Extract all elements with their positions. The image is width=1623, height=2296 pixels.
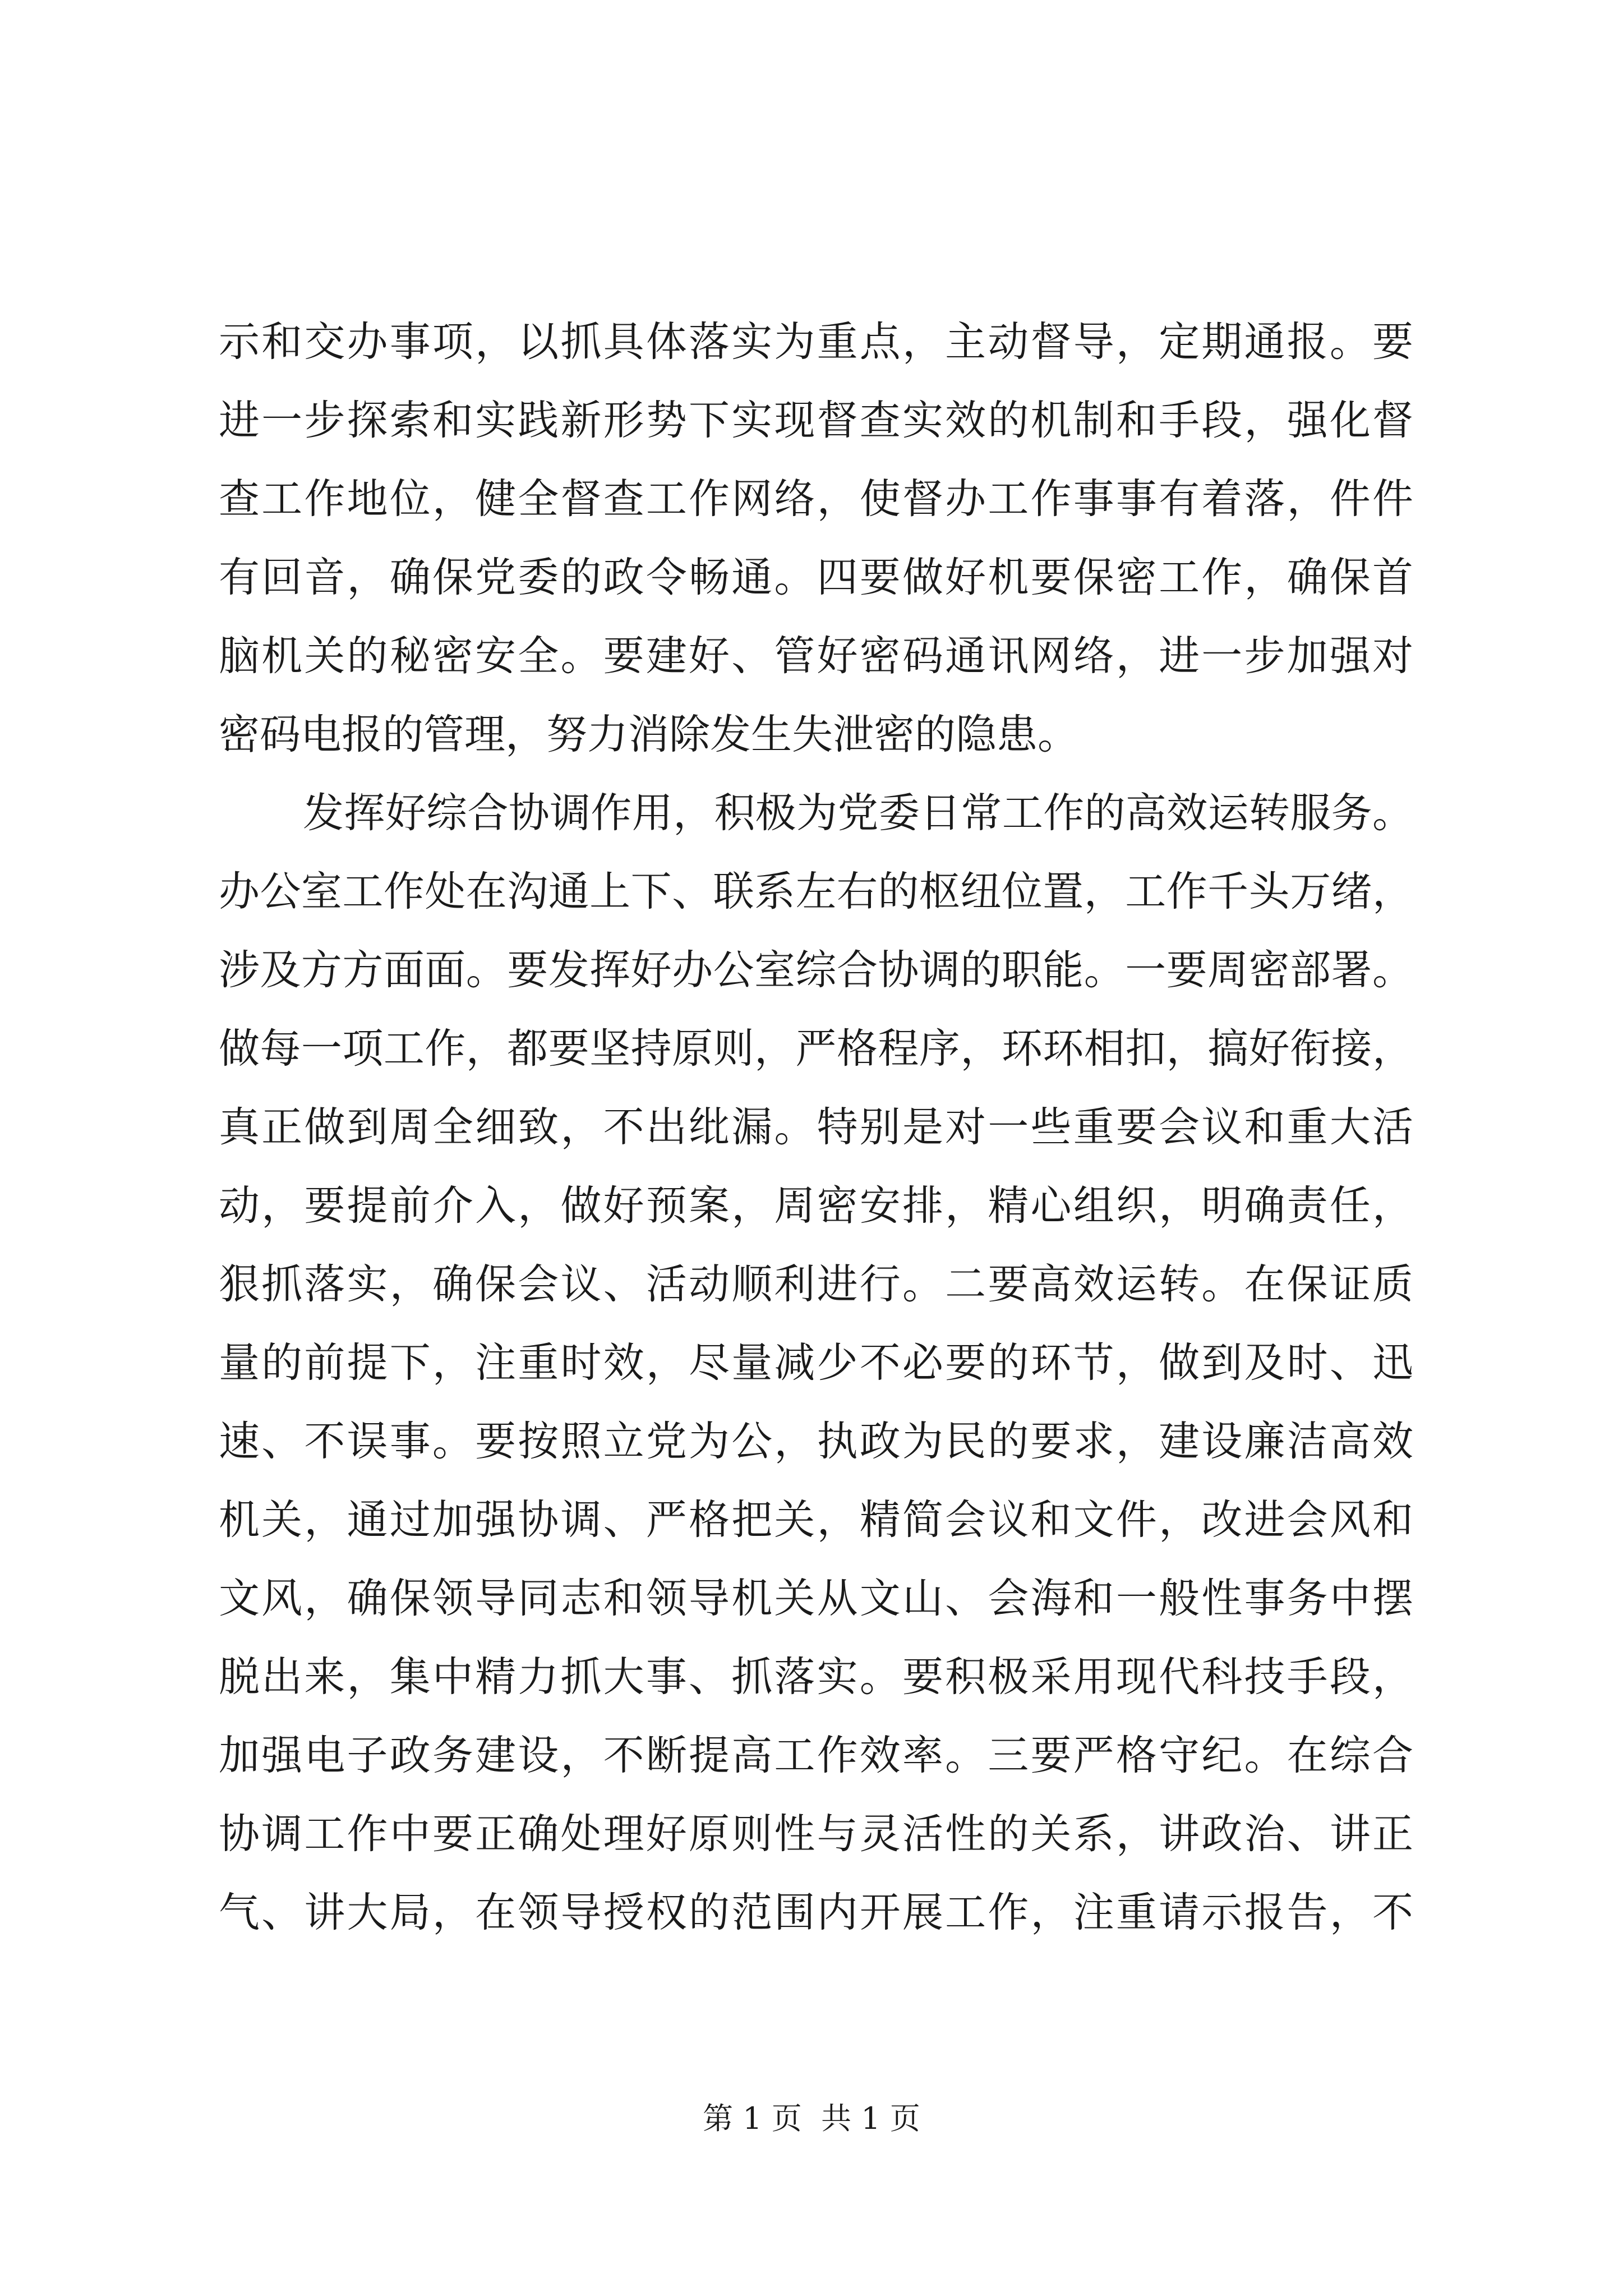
text-line: 脑机关的秘密安全。要建好、管好密码通讯网络，进一步加强对 — [219, 632, 1413, 680]
paragraph-2 — [219, 774, 1413, 1952]
text-line: 密码电报的管理，努力消除发生失泄密的隐患。 — [219, 711, 1078, 758]
text-line: 量的前提下，注重时效，尽量减少不必要的环节，做到及时、迅 — [219, 1339, 1413, 1387]
text-line: 脱出来，集中精力抓大事、抓落实。要积极采用现代科技手段， — [219, 1653, 1413, 1701]
document-body — [219, 303, 1413, 1952]
text-line: 文风，确保领导同志和领导机关从文山、会海和一般性事务中摆 — [219, 1575, 1413, 1622]
text-line: 真正做到周全细致，不出纰漏。特别是对一些重要会议和重大活 — [219, 1103, 1413, 1151]
text-line: 机关，通过加强协调、严格把关，精简会议和文件，改进会风和 — [219, 1496, 1413, 1544]
text-line: 协调工作中要正确处理好原则性与灵活性的关系，讲政治、讲正 — [219, 1810, 1413, 1858]
text-line: 动，要提前介入，做好预案，周密安排，精心组织，明确责任， — [219, 1182, 1413, 1230]
text-line: 做每一项工作，都要坚持原则，严格程序，环环相扣，搞好衔接， — [219, 1025, 1413, 1073]
text-line: 办公室工作处在沟通上下、联系左右的枢纽位置，工作千头万绪， — [219, 868, 1413, 915]
text-line: 有回音，确保党委的政令畅通。四要做好机要保密工作，确保首 — [219, 554, 1413, 601]
paragraph-1 — [219, 303, 1413, 774]
text-line: 涉及方方面面。要发挥好办公室综合协调的职能。一要周密部署。 — [219, 946, 1413, 994]
text-line: 发挥好综合协调作用，积极为党委日常工作的高效运转服务。 — [303, 789, 1413, 837]
text-line: 狠抓落实，确保会议、活动顺利进行。二要高效运转。在保证质 — [219, 1260, 1413, 1308]
page-footer: 第 1 页 共 1 页 — [703, 2101, 920, 2136]
text-line: 进一步探索和实践新形势下实现督查实效的机制和手段，强化督 — [219, 397, 1413, 444]
text-line: 速、不误事。要按照立党为公，执政为民的要求，建设廉洁高效 — [219, 1418, 1413, 1465]
text-line: 气、讲大局，在领导授权的范围内开展工作，注重请示报告，不 — [219, 1889, 1413, 1936]
text-line: 查工作地位，健全督查工作网络，使督办工作事事有着落，件件 — [219, 475, 1413, 523]
text-line: 加强电子政务建设，不断提高工作效率。三要严格守纪。在综合 — [219, 1732, 1413, 1779]
text-line: 示和交办事项，以抓具体落实为重点，主动督导，定期通报。要 — [219, 318, 1413, 366]
